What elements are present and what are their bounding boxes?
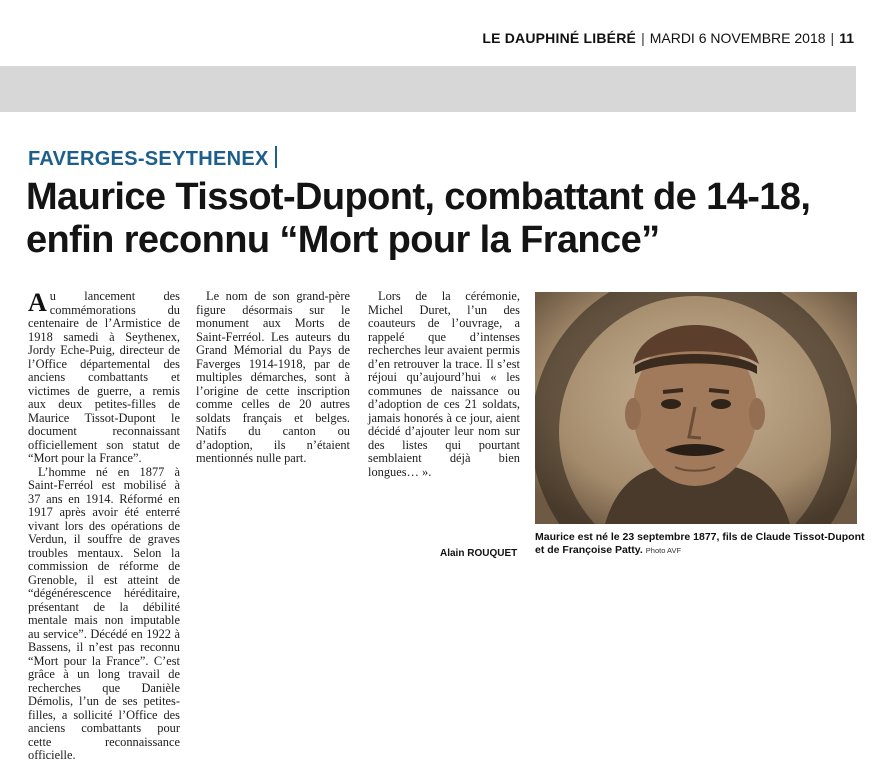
author-byline: Alain ROUQUET bbox=[440, 548, 518, 559]
masthead-separator-2: | bbox=[830, 30, 835, 46]
article-headline bbox=[26, 176, 866, 262]
dropcap: A bbox=[28, 288, 47, 317]
paragraph-2: L’homme né en 1877 à Saint-Ferréol est mobilisé à 37 ans en 1914. Réformé en 1917 après avoir été enterré vivant lors des opérations de Verdun, il souffre de graves troubles mentaux. Selon la commission de réforme de Grenoble, il est atteint de “dégénérescence héréditaire, présentant de la débilité mentale mais non imputable au service”. Décédé en 1922 à Bassens, il n’est pas reconnu “Mort pour la France”. C’est grâce à un long travail de recherches que Danièle Démolis, l’un de ses petites-filles, a sollicité l’Office des anciens combattants pour cette reconnaissance officielle. bbox=[28, 464, 180, 762]
header-band bbox=[0, 66, 856, 112]
paragraph-4: Lors de la cérémonie, Michel Duret, l’un des coauteurs de l’ouvrage, a rappelé que d’intenses recherches leur avaient permis d’en retrouver la trace. Il s’est réjoui qu’aujourd’hui « les communes de naissance ou d’adoption de ces 21 soldats, jamais honorés à ce jour, aient décidé d’ajouter leur nom sur des listes qui pourtant semblaient déjà bien longues… ». bbox=[368, 289, 520, 479]
issue-date: MARDI 6 NOVEMBRE 2018 bbox=[649, 30, 826, 46]
paragraph-1-text: u lancement des commémorations du centenaire de l’Armistice de 1918 samedi à Seythenex, Jordy Eche-Puig, directeur de l’Office départemental des anciens combattants et victimes de guerre, a remis aux deux petites-filles de Maurice Tissot-Dupont le document reconnaissant officiellement son statut de “Mort pour la France”. bbox=[28, 289, 180, 465]
masthead bbox=[482, 30, 854, 46]
paragraph-3: Le nom de son grand-père figure désormais sur le monument aux Morts de Saint-Ferréol. Les auteurs du Grand Mémorial du Pays de Faverges 1914-1918, par de multiples démarches, sont à l’origine de cette inscription comme celles de 20 autres soldats français et belges. Natifs du canton ou d’adoption, ils n’étaient mentionnés nulle part. bbox=[196, 289, 350, 465]
article-kicker bbox=[28, 146, 277, 171]
article-column-1 bbox=[28, 290, 180, 763]
caption-text: Maurice est né le 23 septembre 1877, fils de Claude Tissot-Dupont et de Françoise Patty. bbox=[535, 531, 865, 556]
masthead-separator: | bbox=[641, 30, 645, 46]
photo-credit: Photo AVF bbox=[645, 546, 682, 555]
kicker-bar bbox=[275, 146, 277, 168]
newspaper-name: LE DAUPHINÉ LIBÉRÉ bbox=[482, 30, 637, 46]
headline-line-1: Maurice Tissot-Dupont, combattant de 14-18, bbox=[26, 176, 811, 218]
page-number: 11 bbox=[839, 30, 854, 46]
kicker-label: FAVERGES-SEYTHENEX bbox=[28, 148, 269, 170]
paragraph-1 bbox=[28, 290, 180, 466]
portrait-image bbox=[535, 292, 857, 524]
photo-caption bbox=[535, 531, 865, 557]
article-column-2 bbox=[196, 290, 350, 466]
headline-line-2: enfin reconnu “Mort pour la France” bbox=[26, 219, 660, 261]
portrait-photo bbox=[535, 292, 857, 524]
article-column-3 bbox=[368, 290, 520, 479]
